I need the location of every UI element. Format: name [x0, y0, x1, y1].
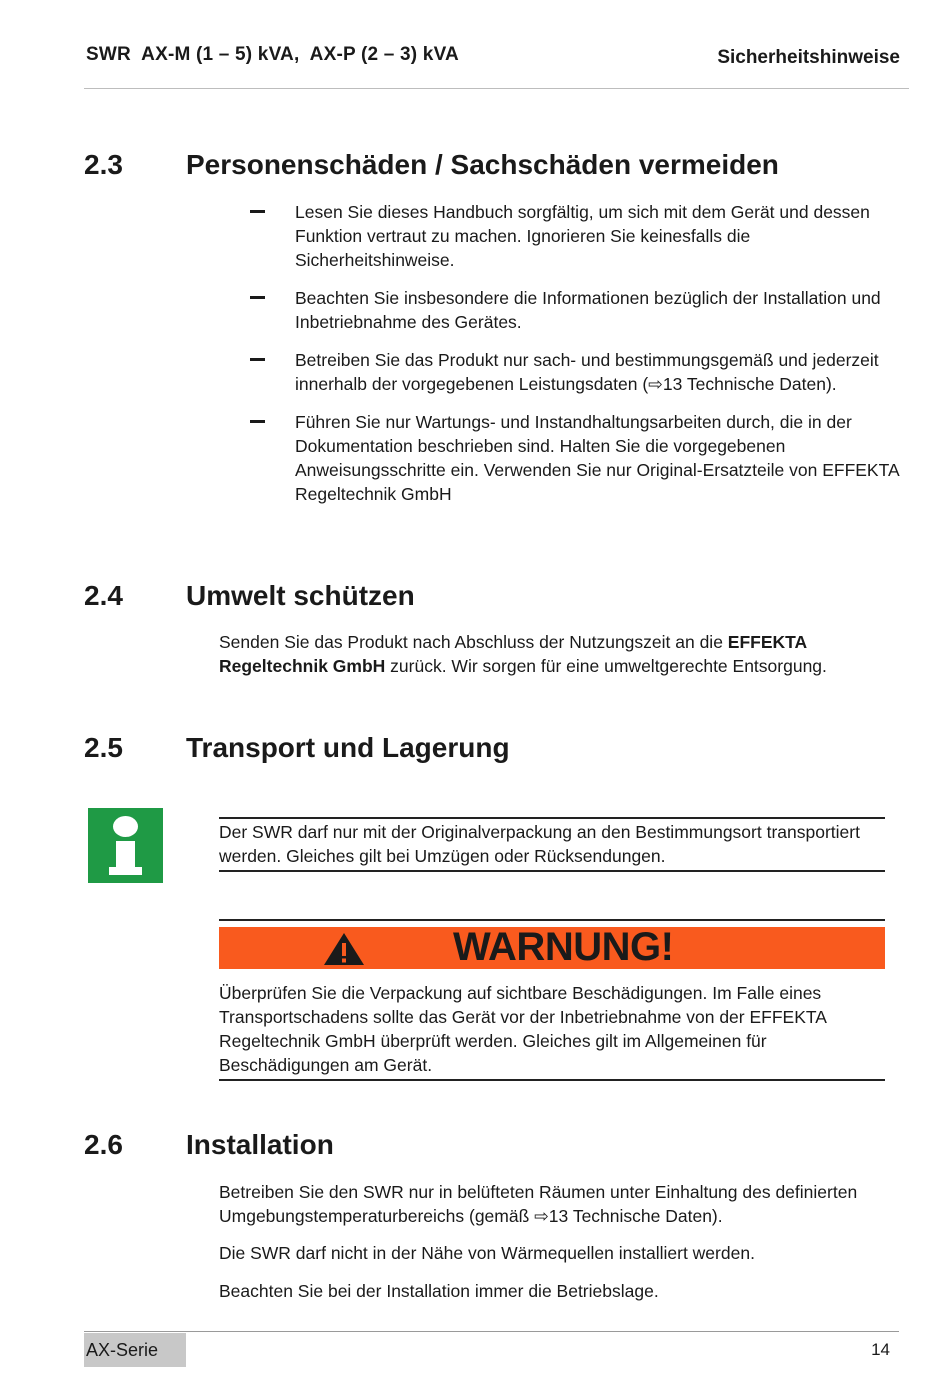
- list-item: [250, 286, 900, 334]
- paragraph-text: Senden Sie das Produkt nach Abschluss der Nutzungszeit an die: [219, 632, 728, 652]
- page-number: 14: [871, 1340, 890, 1359]
- section-2-3-title: Personenschäden / Sachschäden vermeiden: [186, 149, 779, 180]
- section-2-5-number: 2.5: [84, 732, 123, 763]
- warning-triangle-icon: [323, 932, 365, 966]
- warning-text: Überprüfen Sie die Verpackung auf sichtbare Beschädigungen. Im Falle eines Transportschadens sollte das Gerät vor der Inbetriebnahme von der EFFEKTA Regeltechnik GmbH überprüft werden. Gleiches gilt im Allgemeinen für Beschädigungen am Gerät.: [219, 983, 826, 1075]
- section-2-3-bullet-list: [250, 200, 900, 520]
- paragraph-text: zurück. Wir sorgen für eine umweltgerechte Entsorgung.: [385, 656, 827, 676]
- header-divider: [84, 88, 909, 89]
- list-item-text: Führen Sie nur Wartungs- und Instandhaltungsarbeiten durch, die in der Dokumentation beschrieben sind. Halten Sie die vorgegebenen Anweisungsschritte ein. Verwenden Sie nur Original-Ersatzteile von EFFEKTA Regeltechnik GmbH: [295, 412, 899, 504]
- list-item-text: Lesen Sie dieses Handbuch sorgfältig, um sich mit dem Gerät und dessen Funktion vertraut zu machen. Ignorieren Sie keinesfalls die Sicherheitshinweise.: [295, 202, 870, 270]
- dash-bullet-icon: [250, 210, 265, 213]
- dash-bullet-icon: [250, 420, 265, 423]
- info-note-text: Der SWR darf nur mit der Originalverpackung an den Bestimmungsort transportiert werden. Gleiches gilt bei Umzügen oder Rücksendungen.: [219, 822, 860, 866]
- list-item: [250, 348, 900, 396]
- list-item-text: Betreiben Sie das Produkt nur sach- und bestimmungsgemäß und jederzeit innerhalb der vorgegebenen Leistungsdaten (⇨13 Technische Daten).: [295, 350, 879, 394]
- footer-divider: [84, 1331, 899, 1332]
- dash-bullet-icon: [250, 296, 265, 299]
- warning-label: WARNUNG!: [453, 925, 674, 969]
- section-2-6-paragraph: Die SWR darf nicht in der Nähe von Wärmequellen installiert werden.: [219, 1243, 755, 1263]
- info-bottom-rule: [219, 870, 885, 872]
- section-2-4-paragraph: [219, 630, 894, 678]
- list-item: [250, 410, 900, 506]
- warning-top-rule: [219, 919, 885, 921]
- section-2-6-paragraph: Betreiben Sie den SWR nur in belüfteten Räumen unter Einhaltung des definierten Umgebungstemperaturbereichs (gemäß ⇨13 Technische Daten).: [219, 1182, 858, 1226]
- section-2-3-number: 2.3: [84, 149, 123, 180]
- list-item-text: Beachten Sie insbesondere die Informationen bezüglich der Installation und Inbetriebnahme des Gerätes.: [295, 288, 881, 332]
- info-icon: [88, 808, 163, 883]
- section-2-5-title: Transport und Lagerung: [186, 732, 510, 763]
- document-header-section: Sicherheitshinweise: [717, 47, 900, 68]
- warning-bottom-rule: [219, 1079, 885, 1081]
- section-2-6-title: Installation: [186, 1129, 334, 1160]
- section-2-4-title: Umwelt schützen: [186, 580, 415, 611]
- company-name: EFFEKTA Regeltechnik GmbH: [219, 632, 807, 676]
- dash-bullet-icon: [250, 358, 265, 361]
- section-2-4-number: 2.4: [84, 580, 123, 611]
- document-header-title: SWR AX-M (1 – 5) kVA, AX-P (2 – 3) kVA: [86, 44, 459, 65]
- footer-series: AX-Serie: [86, 1340, 159, 1360]
- list-item: [250, 200, 900, 272]
- section-2-6-paragraph: Beachten Sie bei der Installation immer die Betriebslage.: [219, 1281, 659, 1301]
- info-top-rule: [219, 817, 885, 819]
- warning-banner: [219, 927, 885, 969]
- section-2-6-number: 2.6: [84, 1129, 123, 1160]
